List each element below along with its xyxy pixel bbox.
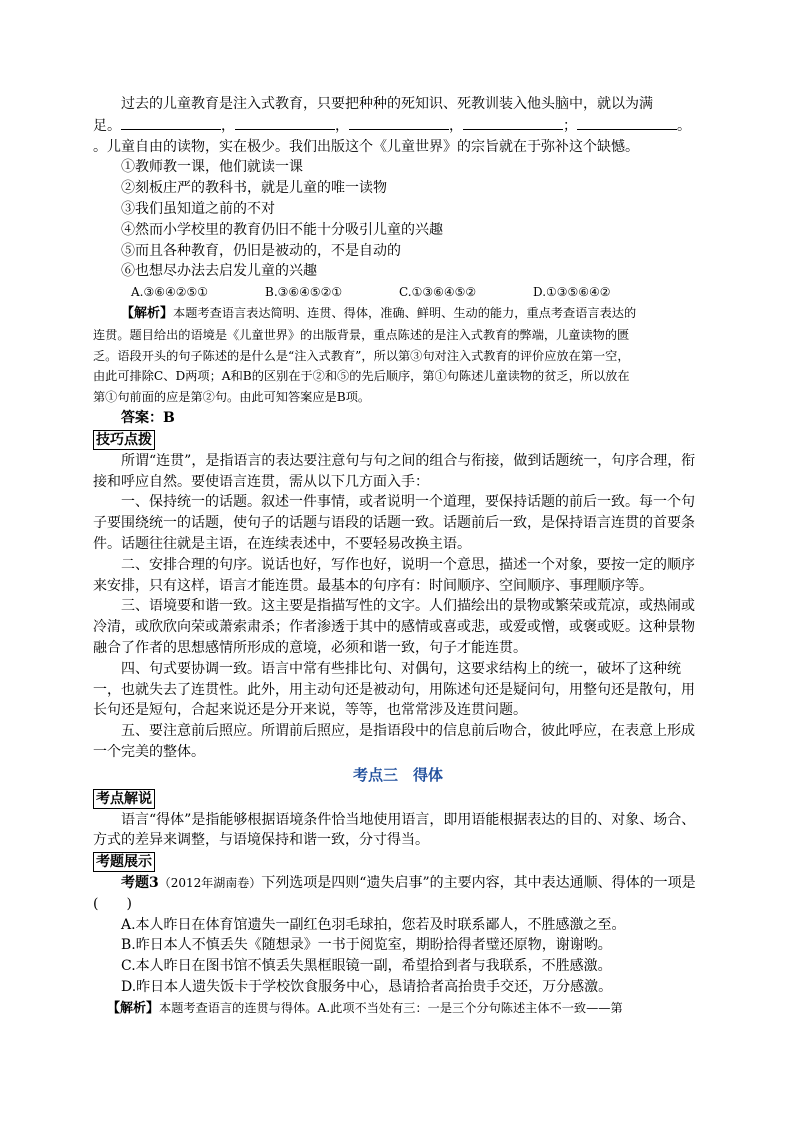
question-option: B.昨日本人不慎丢失《随想录》一书于阅览室，期盼拾得者璧还原物，谢谢哟。 bbox=[121, 937, 612, 954]
sentence-option: ③我们虽知道之前的不对 bbox=[121, 200, 275, 217]
separator: ， bbox=[221, 117, 235, 134]
section-title: 考点三 得体 bbox=[352, 765, 443, 784]
analysis-tag: 【解析】 bbox=[107, 1000, 160, 1016]
fill-blank-1 bbox=[121, 115, 221, 130]
fill-blank-2 bbox=[235, 115, 335, 130]
tips-paragraph: 五、要注意前后照应。所谓前后照应，是指语段中的信息前后吻合，彼此呼应，在表意上形成一个完美的整体。 bbox=[93, 723, 695, 760]
intro-line-2 bbox=[93, 115, 703, 137]
choice-c: C.①③⑥④⑤② bbox=[399, 285, 477, 300]
choice-b: B.③⑥④⑤②① bbox=[265, 285, 343, 300]
separator: 。 bbox=[677, 117, 691, 134]
analysis-block bbox=[93, 303, 703, 408]
analysis-line: 连贯。题目给出的语境是《儿童世界》的出版背景，重点陈述的是注入式教育的弊端，儿童读物的匮 bbox=[93, 327, 630, 342]
intro-prefix: 足。 bbox=[93, 117, 121, 134]
question-option: A.本人昨日在体育馆遗失一副红色羽毛球拍，您若及时联系鄙人，不胜感激之至。 bbox=[121, 916, 626, 933]
question-source: （2012年湖南卷） bbox=[158, 876, 262, 891]
question-text: 下列选项是四则“遗失启事”的主要内容，其中表达通顺、得体的一项是 ( ) bbox=[93, 875, 710, 912]
sentence-option: ⑥也想尽办法去启发儿童的兴趣 bbox=[121, 263, 317, 280]
fill-blank-5 bbox=[577, 115, 677, 130]
analysis-line: 乏。语段开头的句子陈述的是什么是“注入式教育”，所以第③句对注入式教育的评价应放在第一空， bbox=[93, 348, 630, 363]
separator: ， bbox=[449, 117, 463, 134]
separator: ， bbox=[335, 117, 349, 134]
sentence-option: ④然而小学校里的教育仍旧不能十分吸引儿童的兴趣 bbox=[121, 221, 443, 238]
analysis-line: 由此可排除C、D两项；A和B的区别在于②和⑤的先后顺序，第①句陈述儿童读物的贫乏，所以放在 bbox=[93, 369, 630, 384]
heading-explain: 考点解说 bbox=[93, 789, 155, 809]
question-option: C.本人昨日在图书馆不慎丢失黑框眼镜一副，希望拾到者与我联系，不胜感激。 bbox=[121, 958, 612, 975]
document-page bbox=[93, 94, 710, 1020]
tips-paragraph: 三、语境要和谐一致。这主要是指描写性的文字。人们描绘出的景物或繁荣或荒凉，或热闹或冷清，或欣欣向荣或萧索肃杀；作者渗透于其中的感情或喜或悲，或爱或憎，或褒或贬。这种景物融合了作者的思想感情所形成的意境，必须和谐一致，句子才能连贯。 bbox=[93, 598, 695, 656]
choice-d: D.①③⑤⑥④② bbox=[533, 285, 611, 300]
choice-a: A.③⑥④②⑤① bbox=[131, 285, 209, 300]
intro-line-1: 过去的儿童教育是注入式教育，只要把种种的死知识、死教训装入他头脑中，就以为满 bbox=[121, 96, 653, 112]
separator: ； bbox=[563, 117, 577, 134]
analysis-line: 本题考查语言表达简明、连贯、得体，准确、鲜明、生动的能力，重点考查语言表达的 bbox=[173, 305, 637, 320]
analysis-line: 第①句前面的应是第②句。由此可知答案应是B项。 bbox=[93, 390, 371, 405]
heading-tips: 技巧点拨 bbox=[93, 430, 155, 450]
tips-paragraph: 四、句式要协调一致。语言中常有些排比句、对偶句，这要求结构上的统一，破坏了这种统一，也就失去了连贯性。此外，用主动句还是被动句，用陈述句还是疑问句，用整句还是散句，用长句还是短句，合起来说还是分开来说，等等，也常常涉及连贯问题。 bbox=[93, 660, 695, 719]
analysis-tag: 【解析】 bbox=[121, 305, 174, 321]
sentence-option: ①教师教一课，他们就读一课 bbox=[121, 159, 303, 176]
heading-exam: 考题展示 bbox=[93, 852, 155, 872]
question-option: D.昨日本人遗失饭卡于学校饮食服务中心，恳请拾者高抬贵手交还，万分感激。 bbox=[121, 979, 613, 996]
analysis-text: 本题考查语言的连贯与得体。A.此项不当处有三：一是三个分句陈述主体不一致——第 bbox=[159, 1000, 623, 1015]
analysis-2 bbox=[93, 998, 703, 1020]
explain-paragraph: 语言“得体”是指能够根据语境条件恰当地使用语言，即用语能根据表达的目的、对象、场合、方式的差异来调整，与语境保持和谐一致，分寸得当。 bbox=[93, 811, 696, 849]
fill-blank-4 bbox=[463, 115, 563, 130]
sentence-option: ②刻板庄严的教科书，就是儿童的唯一读物 bbox=[121, 180, 387, 197]
sentence-option: ⑤而且各种教育，仍旧是被动的，不是自动的 bbox=[121, 242, 401, 259]
answer-text: 答案：B bbox=[121, 409, 175, 426]
fill-blank-3 bbox=[349, 115, 449, 130]
tips-paragraph: 二、安排合理的句序。说话也好，写作也好，说明一个意思，描述一个对象，要按一定的顺序来安排，只有这样，语言才能连贯。最基本的句序有：时间顺序、空间顺序、事理顺序等。 bbox=[93, 556, 695, 594]
tips-paragraph: 一、保持统一的话题。叙述一件事情，或者说明一个道理，要保持话题的前后一致。每一个句子要围绕统一的话题，使句子的话题与语段的话题一致。话题前后一致，是保持语言连贯的首要条件。话题往往就是主语，在连续表述中，不要轻易改换主语。 bbox=[93, 494, 695, 552]
intro-line-3: 。儿童自由的读物，实在极少。我们出版这个《儿童世界》的宗旨就在于弥补这个缺憾。 bbox=[93, 138, 639, 155]
question-label: 考题3 bbox=[121, 875, 159, 892]
tips-paragraph: 所谓“连贯”，是指语言的表达要注意句与句之间的组合与衔接，做到话题统一，句序合理，衔接和呼应自然。要使语言连贯，需从以下几方面入手： bbox=[93, 452, 696, 490]
question-3 bbox=[93, 873, 710, 915]
answer-choices bbox=[93, 282, 703, 303]
